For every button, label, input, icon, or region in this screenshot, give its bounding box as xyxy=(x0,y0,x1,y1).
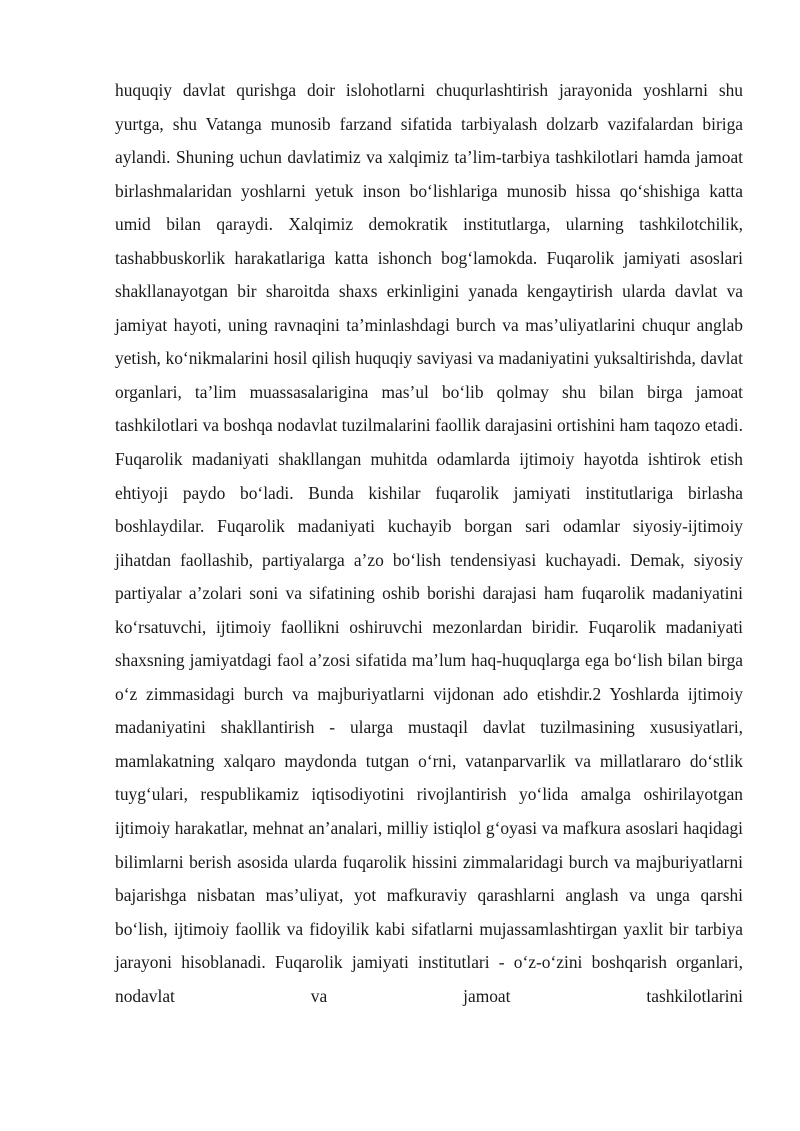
document-page xyxy=(115,74,743,1013)
body-paragraph: huquqiy davlat qurishga doir islohotlarni chuqurlashtirish jarayonida yoshlarni shu yurtga, shu Vatanga munosib farzand sifatida tarbiyalash dolzarb vazifalardan biriga aylandi. Shuning uchun davlatimiz va xalqimiz ta’lim-tarbiya tashkilotlari hamda jamoat birlashmalaridan yoshlarni yetuk inson bo‘lishlariga munosib hissa qo‘shishiga katta umid bilan qaraydi. Xalqimiz demokratik institutlarga, ularning tashkilotchilik, tashabbuskorlik harakatlariga katta ishonch bog‘lamokda. Fuqarolik jamiyati asoslari shakllanayotgan bir sharoitda shaxs erkinligini yanada kengaytirish ularda davlat va jamiyat hayoti, uning ravnaqini ta’minlashdagi burch va mas’uliyatlarini chuqur anglab yetish, ko‘nikmalarini hosil qilish huquqiy saviyasi va madaniyatini yuksaltirishda, davlat organlari, ta’lim muassasalarigina mas’ul bo‘lib qolmay shu bilan birga jamoat tashkilotlari va boshqa nodavlat tuzilmalarini faollik darajasini ortishini ham taqozo etadi. Fuqarolik madaniyati shakllangan muhitda odamlarda ijtimoiy hayotda ishtirok etish ehtiyoji paydo bo‘ladi. Bunda kishilar fuqarolik jamiyati institutlariga birlasha boshlaydilar. Fuqarolik madaniyati kuchayib borgan sari odamlar siyosiy-ijtimoiy jihatdan faollashib, partiyalarga a’zo bo‘lish tendensiyasi kuchayadi. Demak, siyosiy partiyalar a’zolari soni va sifatining oshib borishi darajasi ham fuqarolik madaniyatini ko‘rsatuvchi, ijtimoiy faollikni oshiruvchi mezonlardan biridir. Fuqarolik madaniyati shaxsning jamiyatdagi faol a’zosi sifatida ma’lum haq-huquqlarga ega bo‘lish bilan birga o‘z zimmasidagi burch va majburiyatlarni vijdonan ado etishdir.2 Yoshlarda ijtimoiy madaniyatini shakllantirish - ularga mustaqil davlat tuzilmasining xususiyatlari, mamlakatning xalqaro maydonda tutgan o‘rni, vatanparvarlik va millatlararo do‘stlik tuyg‘ulari, respublikamiz iqtisodiyotini rivojlantirish yo‘lida amalga oshirilayotgan ijtimoiy harakatlar, mehnat an’analari, milliy istiqlol g‘oyasi va mafkura asoslari haqidagi bilimlarni berish asosida ularda fuqarolik hissini zimmalaridagi burch va majburiyatlarni bajarishga nisbatan mas’uliyat, yot mafkuraviy qarashlarni anglash va unga qarshi bo‘lish, ijtimoiy faollik va fidoyilik kabi sifatlarni mujassamlashtirgan yaxlit bir tarbiya jarayoni hisoblanadi. Fuqarolik jamiyati institutlari - o‘z-o‘zini boshqarish organlari, nodavlat va jamoat tashkilotlarini xyxy=(115,80,743,1006)
